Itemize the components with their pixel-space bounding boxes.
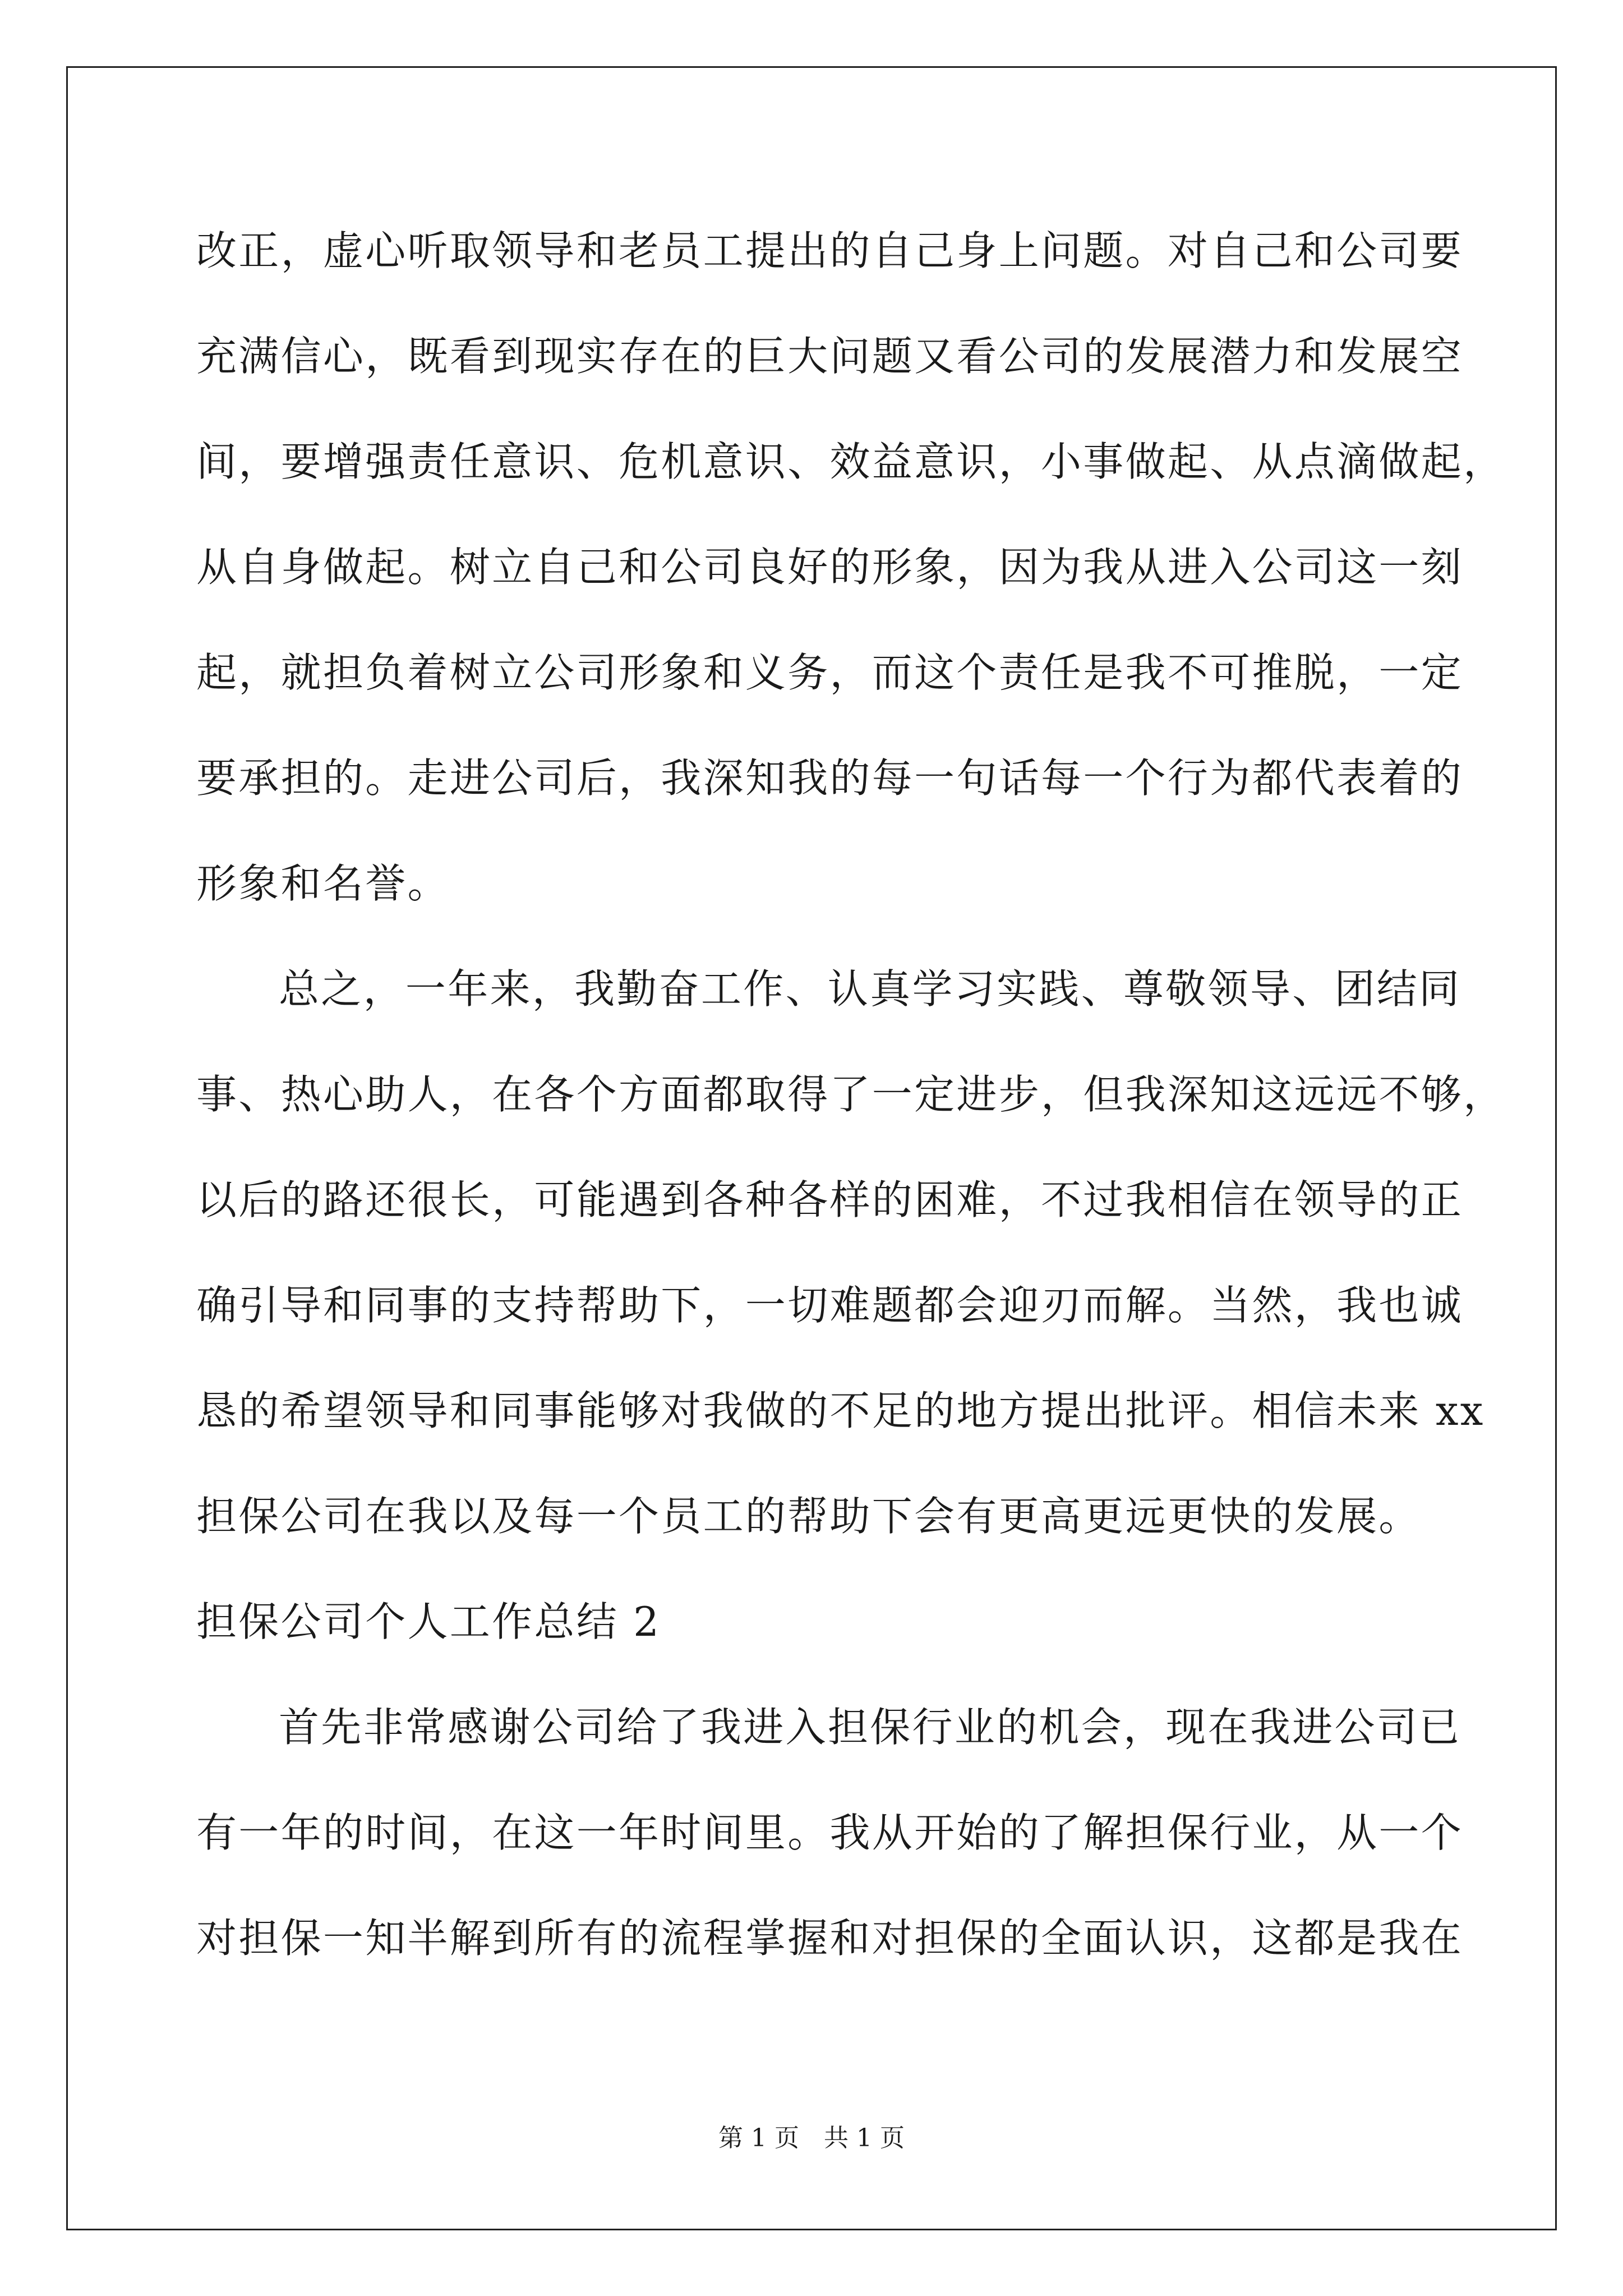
text-line: 担保公司在我以及每一个员工的帮助下会有更高更远更快的发展。 [196, 1493, 1421, 1540]
text-line: 以后的路还很长，可能遇到各种各样的困难，不过我相信在领导的正 [196, 1176, 1464, 1223]
text-line: 从自身做起。树立自己和公司良好的形象，因为我从进入公司这一刻 [196, 544, 1464, 591]
page-total: 共 1 页 [824, 2124, 905, 2152]
paragraph-2 [196, 953, 1506, 1585]
text-line: 有一年的时间，在这一年时间里。我从开始的了解担保行业，从一个 [196, 1809, 1464, 1856]
text-line: 形象和名誉。 [196, 860, 450, 907]
document-body [196, 214, 1506, 2007]
paragraph-1 [196, 214, 1506, 953]
text-line: 对担保一知半解到所有的流程掌握和对担保的全面认识，这都是我在 [196, 1915, 1464, 1962]
text-line: 总之，一年来，我勤奋工作、认真学习实践、尊敬领导、团结同 [279, 965, 1461, 1013]
text-line: 充满信心，既看到现实存在的巨大问题又看公司的发展潜力和发展空 [196, 333, 1464, 380]
text-line: 首先非常感谢公司给了我进入担保行业的机会，现在我进公司已 [279, 1704, 1461, 1751]
text-line: 确引导和同事的支持帮助下，一切难题都会迎刃而解。当然，我也诚 [196, 1282, 1464, 1329]
page-number: 第 1 页 [718, 2124, 799, 2152]
section-heading: 担保公司个人工作总结 2 [196, 1598, 661, 1645]
text-line: 改正，虚心听取领导和老员工提出的自己身上问题。对自己和公司要 [196, 227, 1464, 274]
text-line: 恳的希望领导和同事能够对我做的不足的地方提出批评。相信未来 xx [196, 1387, 1485, 1434]
text-line: 间，要增强责任意识、危机意识、效益意识，小事做起、从点滴做起， [196, 438, 1506, 485]
page-footer [0, 2122, 1623, 2155]
paragraph-3 [196, 1691, 1464, 2007]
text-line: 事、热心助人，在各个方面都取得了一定进步，但我深知这远远不够， [196, 1071, 1506, 1118]
text-line: 要承担的。走进公司后，我深知我的每一句话每一个行为都代表着的 [196, 754, 1464, 802]
text-line: 起，就担负着树立公司形象和义务，而这个责任是我不可推脱，一定 [196, 649, 1464, 696]
